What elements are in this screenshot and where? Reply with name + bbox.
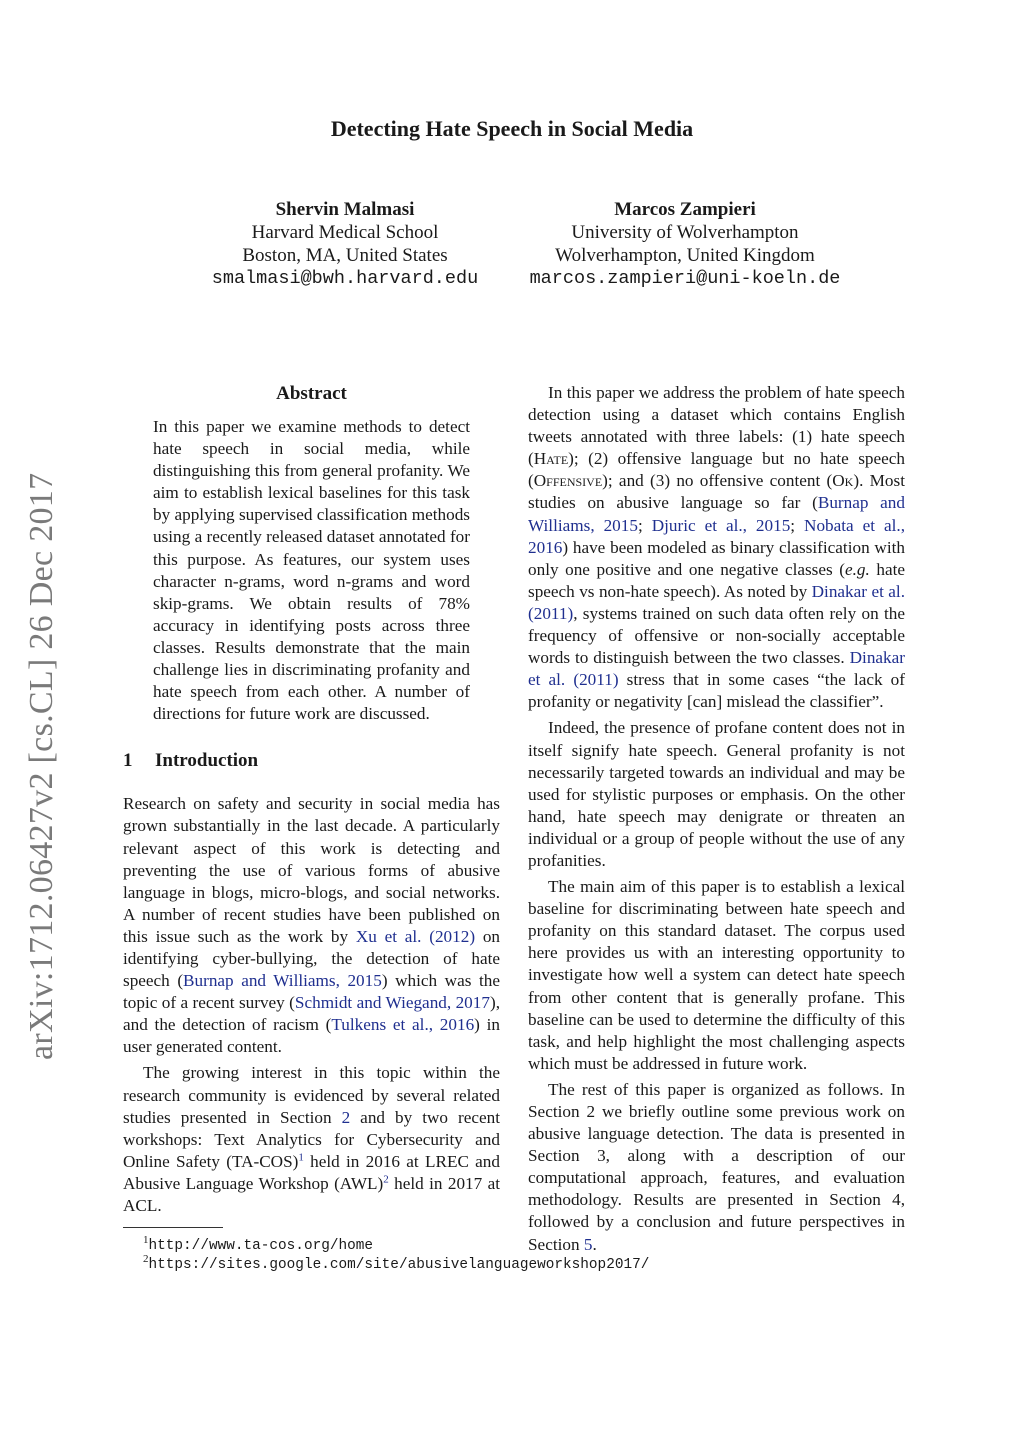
author-location: Boston, MA, United States: [242, 245, 448, 266]
text-run: ); and (3) no offensive content (: [602, 471, 833, 491]
citation-link[interactable]: Nobata et al., 2016: [528, 515, 906, 557]
label-hate: Hate: [533, 449, 569, 469]
footnote-2: [123, 1253, 650, 1274]
section-ref-link[interactable]: 5: [583, 1234, 593, 1254]
section-title: Introduction: [155, 750, 259, 772]
text-run: ) which was the topic of a recent survey (: [123, 971, 500, 1013]
intro-paragraph-3: [528, 382, 905, 713]
citation-link[interactable]: Dinakar et al. (2011): [528, 648, 905, 690]
citation-link[interactable]: Burnap and Williams, 2015: [528, 493, 905, 535]
text-run: ) have been modeled as binary classification with only one positive and one negative classes (: [528, 537, 905, 579]
intro-paragraph-5: The main aim of this paper is to establish a lexical baseline for discriminating between hate speech and profanity on this standard dataset. The corpus used here provides us with an interesting opportunity to investigate how well a system can detect hate speech from other content that is generally profane. This baseline can be used to determine the difficulty of this task, and help highlight the most challenging aspects which must be addressed in future work.: [528, 877, 905, 1073]
footnote-mark[interactable]: 2: [383, 1173, 389, 1186]
author-affiliation: Harvard Medical School: [251, 222, 439, 243]
author-email[interactable]: marcos.zampieri@uni-koeln.de: [529, 268, 841, 289]
intro-paragraph-2: [123, 1062, 500, 1217]
footnotes: [123, 1234, 650, 1274]
text-run: The growing interest in this topic within the research community is evidenced by several related studies presented in Section: [123, 1063, 500, 1127]
right-column: [528, 382, 905, 1256]
abstract-heading: Abstract: [276, 383, 347, 404]
author-email[interactable]: smalmasi@bwh.harvard.edu: [211, 268, 479, 289]
footnote-number: 1: [143, 1234, 149, 1247]
citation-link[interactable]: Djuric et al., 2015: [651, 515, 791, 535]
section-number: 1: [123, 750, 133, 772]
text-run: on identifying cyber-bullying, the detection of hate speech (: [123, 926, 501, 991]
text-run: ), and the detection of racism (: [123, 993, 500, 1035]
footnote-1: [123, 1236, 500, 1255]
citation-link[interactable]: Schmidt and Wiegand, 2017: [294, 993, 490, 1013]
arxiv-stamp: arXiv:1712.06427v2 [cs.CL] 26 Dec 2017: [23, 472, 60, 1060]
text-run: ) in user generated content.: [123, 1015, 501, 1057]
footnote-url[interactable]: http://www.ta-cos.org/home: [148, 1238, 374, 1255]
text-run: hate speech vs non-hate speech). As noted by: [528, 559, 905, 601]
text-run: ); (2) offensive language but no hate speech (: [528, 449, 905, 491]
text-run: ;: [637, 515, 652, 535]
text-run: The rest of this paper is organized as follows. In Section 2 we briefly outline some previous work on abusive language detection. The data is presented in Section 3, along with a description of our computational approach, features, and evaluation methodology. Results are presented in Section 4, followed by a conclusion and future perspectives in Section: [528, 1079, 905, 1254]
section-ref-link[interactable]: 2: [341, 1107, 351, 1127]
author-name: Marcos Zampieri: [614, 199, 756, 220]
citation-link[interactable]: Xu et al. (2012): [355, 926, 476, 946]
label-offensive: Offensive: [533, 471, 603, 491]
author-block-1: [190, 198, 500, 290]
text-run: held in 2017 at ACL.: [123, 1173, 500, 1215]
intro-paragraph-6: [528, 1079, 905, 1256]
paper-title: Detecting Hate Speech in Social Media: [330, 116, 694, 141]
section-heading-introduction: [123, 749, 500, 773]
citation-link[interactable]: Dinakar et al. (2011): [528, 581, 906, 623]
footnote-divider: [123, 1227, 223, 1236]
text-run: held in 2016 at LREC and Abusive Language Workshop (AWL): [123, 1151, 500, 1193]
footnote-mark[interactable]: 1: [298, 1151, 304, 1164]
text-run: .: [592, 1234, 597, 1254]
intro-paragraph-1: [123, 793, 500, 1058]
text-run: and by two recent workshops: Text Analytics for Cybersecurity and Online Safety (TA-COS): [123, 1107, 500, 1171]
footnote-url[interactable]: https://sites.google.com/site/abusivelanguageworkshop2017/: [148, 1257, 650, 1274]
author-location: Wolverhampton, United Kingdom: [555, 245, 815, 266]
intro-paragraph-4: Indeed, the presence of profane content does not in itself signify hate speech. General profanity is not necessarily targeted towards an individual and may be used for stylistic purposes or emphasis. On the other hand, hate speech may denigrate or threaten an individual or a group of people without the use of any profanities.: [528, 718, 905, 870]
author-affiliation: University of Wolverhampton: [571, 222, 799, 243]
abstract-text: In this paper we examine methods to detect hate speech in social media, while distinguishing this from general profanity. We aim to establish lexical baselines for this task by applying supervised classification methods using a recently released dataset annotated for this purpose. As features, our system uses character n-grams, word n-grams and word skip-grams. We obtain results of 78% accuracy in identifying posts across three classes. Results demonstrate that the main challenge lies in discriminating profanity and hate speech from each other. A number of directions for future work are discussed.: [153, 417, 470, 724]
text-run: ;: [790, 515, 805, 535]
citation-link[interactable]: Burnap and Williams, 2015: [183, 971, 382, 991]
citation-link[interactable]: Tulkens et al., 2016: [331, 1015, 475, 1035]
text-run-italic: e.g.: [844, 559, 870, 579]
text-run: In this paper we address the problem of hate speech detection using a dataset which contains English tweets annotated with three labels: (1) hate speech (: [528, 383, 905, 469]
author-name: Shervin Malmasi: [275, 199, 415, 220]
footnote-number: 2: [143, 1253, 149, 1266]
text-run: stress that in some cases “the lack of profanity or negativity [can] mislead the classifier”.: [528, 670, 905, 712]
text-run: Research on safety and security in social media has grown substantially in the last decade. A particularly relevant aspect of this work is detecting and preventing the use of various forms of abusive language in blogs, micro-blogs, and social networks. A number of recent studies have been published on this issue such as the work by: [123, 794, 500, 946]
text-run: , systems trained on such data often rely on the frequency of offensive or non-socially acceptable words to distinguish between the two classes.: [528, 603, 905, 668]
label-ok: Ok: [832, 471, 854, 491]
author-block-2: [505, 198, 865, 290]
text-run: ). Most studies on abusive language so far (: [528, 471, 905, 513]
